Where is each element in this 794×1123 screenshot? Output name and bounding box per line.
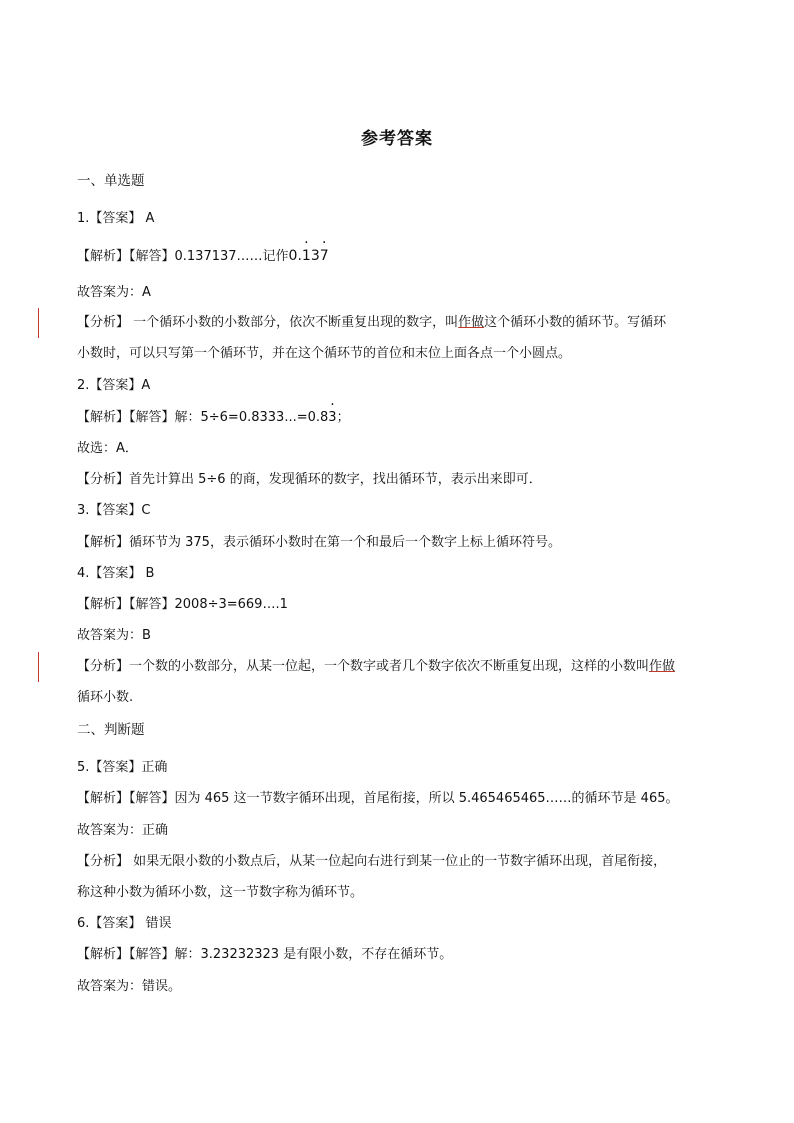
- revision-mark: [38, 308, 39, 338]
- q4-analysis: 【解析】【解答】2008÷3=669….1: [77, 597, 288, 612]
- q5-conclusion: 故答案为：正确: [77, 823, 169, 838]
- q3-answer: 3.【答案】C: [77, 503, 151, 518]
- q1-analysis: [77, 247, 329, 266]
- q4-note-line1: [77, 658, 727, 676]
- q1-recurring-int: 0.: [288, 248, 302, 264]
- revision-mark: [38, 652, 39, 682]
- q2-conclusion: 故选：A．: [77, 441, 138, 456]
- section-true-false: 二、判断题: [77, 722, 145, 738]
- q4-note-edited: 作做: [649, 659, 676, 674]
- q2-recurring-digit: · 3: [328, 409, 336, 427]
- q1-note-line2: 小数时，可以只写第一个循环节，并在这个循环节的首位和末位上面各点一个小圆点。: [77, 346, 572, 361]
- page-title: 参考答案: [361, 129, 433, 149]
- q1-answer: 1.【答案】 A: [77, 211, 155, 226]
- q1-note-text-c: 这个循环小数的循环节。写循环: [484, 315, 667, 330]
- q5-answer: 5.【答案】正确: [77, 760, 168, 775]
- section-single-choice: 一、单选题: [77, 173, 145, 189]
- q2-analysis: [77, 409, 350, 427]
- q2-analysis-text: 【解析】【解答】解：5÷6=0.8333...=0.8: [77, 410, 329, 425]
- q2-analysis-suffix: ；: [336, 410, 350, 425]
- q4-conclusion: 故答案为：B: [77, 628, 151, 643]
- q1-note-line1: [77, 314, 727, 332]
- q5-note-line1: 【分析】 如果无限小数的小数点后，从某一位起向右进行到某一位止的一节数字循环出现，首尾衔接，: [77, 854, 667, 869]
- q1-note-text-a: 【分析】 一个循环小数的小数部分，依次不断重复出现的数字，叫: [77, 315, 459, 330]
- q3-analysis: 【解析】循环节为 375，表示循环小数时在第一个和最后一个数字上标上循环符号。: [77, 535, 561, 550]
- q1-analysis-text: 【解析】【解答】0.137137……记作: [77, 249, 289, 264]
- q5-analysis: 【解析】【解答】因为 465 这一节数字循环出现，首尾衔接，所以 5.465465465……的循环节是 465。: [77, 791, 679, 806]
- q2-answer: 2.【答案】A: [77, 378, 151, 393]
- q6-analysis: 【解析】【解答】解：3.23232323 是有限小数，不存在循环节。: [77, 947, 453, 962]
- q5-note-line2: 称这种小数为循环小数，这一节数字称为循环节。: [77, 885, 364, 900]
- q2-note: 【分析】首先计算出 5÷6 的商，发现循环的数字，找出循环节，表示出来即可．: [77, 472, 542, 487]
- q1-conclusion: 故答案为：A: [77, 285, 151, 300]
- q4-note-text-a: 【分析】一个数的小数部分，从某一位起，一个数字或者几个数字依次不断重复出现，这样的小数叫: [77, 659, 650, 674]
- q4-answer: 4.【答案】 B: [77, 566, 155, 581]
- q1-recurring-digit-mid: 3: [310, 248, 320, 264]
- q6-answer: 6.【答案】 错误: [77, 916, 172, 931]
- q1-note-edited: 作做: [458, 315, 485, 330]
- q1-recurring-digit-first: · 1: [302, 247, 311, 265]
- q1-recurring-digit-last: · 7: [320, 247, 329, 265]
- q6-conclusion: 故答案为：错误。: [77, 979, 182, 994]
- q4-note-line2: 循环小数.: [77, 690, 134, 705]
